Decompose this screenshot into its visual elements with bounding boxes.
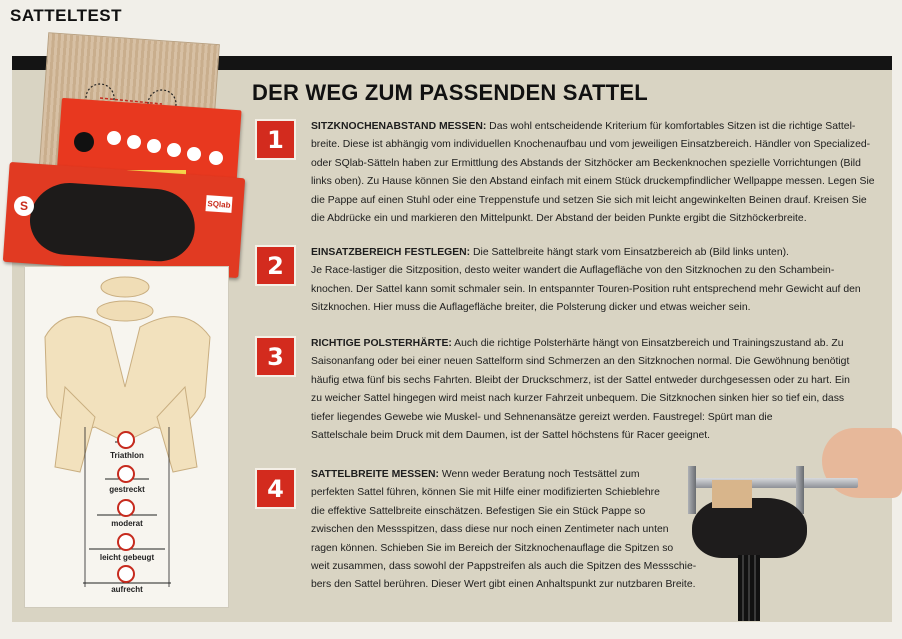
section-1-text: SITZKNOCHENABSTAND MESSEN: Das wohl entscheidende Kriterium für komfortables Sitzen ist die richtige Sattel- breite. Diese ist abhängig vom individuellen Knochenaufbau und vom jeweiligen Einsatzbereich. Händler von Specialized- oder SQlab-Sätteln haben zur Ermittlung des Abstands der Sitzhöcker am Beckenknochen spezielle Vorrichtungen (Bild links oben). Zu Hause können Sie den Abstand einfach mit einem Stück druckempfindlicher Wellpappe messen. Legen Sie die Pappe auf einen Stuhl oder eine Treppenstufe und setzen Sie sich mit leicht angewinkelten Beinen drauf. Kreisen Sie die Abdrücke ein und markieren den Mittelpunkt. Der Abstand der beiden Punkte ergibt die Sitzhöckerbreite. [311,121,875,225]
position-label-leicht-gebeugt: leicht gebeugt [99,553,155,562]
article-title: DER WEG ZUM PASSENDEN SATTEL [252,80,648,105]
caliper-jaw-right [796,466,804,514]
section-label: SATTELTEST [10,6,123,25]
seatpost-image [738,555,760,621]
step-number-1: 1 [255,119,296,160]
rider-gestreckt-icon [117,465,135,483]
pelvis-illustration [24,266,229,608]
gel-pad-image [28,180,198,263]
section-4-text: SATTELBREITE MESSEN: Wenn weder Beratung noch Testsättel zum perfekten Sattel führen, können Sie mit Hilfe einer modifizierten Schieblehre die effektive Sattelbreite einschätzen. Befestigen Sie ein Stück Pappe so zwischen den Messspitzen, dass diese nur noch einen Zentimeter nach unten ragen können. Schieben Sie im Bereich der Sitzknochenauflage die Spitzen so weit zusammen, dass sowohl der Pappstreifen als auch die Spitzen des Messschie- bers den Sattel berühren. Dieser Wert gibt einen Anhaltspunkt zur nutzbaren Breite. [311,469,697,591]
rider-triathlon-icon [117,431,135,449]
section-3-heading: RICHTIGE POLSTERHÄRTE: [311,338,452,349]
rider-leicht-gebeugt-icon [117,533,135,551]
step-number-4: 4 [255,468,296,509]
cardboard-strip-image [712,480,752,508]
section-4-heading: SATTELBREITE MESSEN: [311,469,439,480]
position-label-triathlon: Triathlon [110,451,144,460]
position-label-moderat: moderat [111,519,143,528]
section-2-text: EINSATZBEREICH FESTLEGEN: Die Sattelbreite hängt stark vom Einsatzbereich ab (Bild links unten). Je Race-lastiger die Sitzposition, desto weiter wandert die Auflagefläche von den Sitzknochen zu den Schambein- knochen. Der Sattel kann somit schmaler sein. In entspannter Touren-Position ruht entsprechend mehr Gewicht auf den Sitzknochen. Hier muss die Auflagefläche breiter, die Polsterung dicker und etwas weicher sein. [311,247,861,314]
brand-tag: SQlab [205,195,232,213]
position-label-aufrecht: aufrecht [111,585,143,594]
step-number-2: 2 [255,245,296,286]
section-1-heading: SITZKNOCHENABSTAND MESSEN: [311,121,487,132]
caliper-jaw-left [688,466,696,514]
section-2-heading: EINSATZBEREICH FESTLEGEN: [311,247,471,258]
position-label-gestreckt: gestreckt [109,485,145,494]
section-3-text: RICHTIGE POLSTERHÄRTE: Auch die richtige Polsterhärte hängt von Einsatzbereich und Trainingszustand ab. Zu Saisonanfang oder bei einer neuen Sattelform sind Schmerzen an den Sitzknochen normal. Die Gewöhnung benötigt häufig etwa fünf bis sechs Fahrten. Bleibt der Druckschmerz, ist der Sattel entweder durchgesessen oder zu hart. Ein zu weicher Sattel hingegen wird meist nach kurzer Fahrzeit unbequem. Die Sitzknochen sinken hier so tief ein, dass tiefer liegendes Gewebe wie Muskel- und Sehnenansätze gereizt werden. Faustregel: Spürt man die Sattelschale beim Druck mit dem Daumen, ist der Sattel höchstens für Racer geeignet. [311,338,850,442]
rider-aufrecht-icon [117,565,135,583]
rider-moderat-icon [117,499,135,517]
brand-logo-icon: S [14,196,34,216]
step-number-3: 3 [255,336,296,377]
